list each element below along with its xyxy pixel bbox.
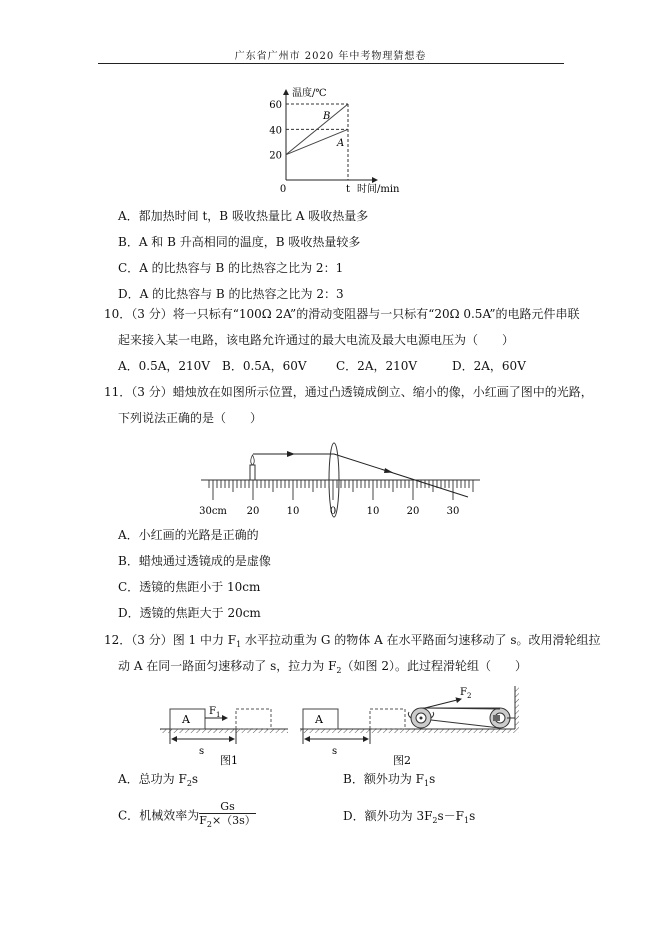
- fig1-caption: 图1: [220, 754, 238, 766]
- fig2-block-label: A: [315, 713, 323, 726]
- option-text: 透镜的焦距大于 20cm: [139, 606, 261, 620]
- ruler-label: 10: [366, 506, 380, 517]
- fig2-distance-label: s: [332, 746, 338, 757]
- option-letter: B．: [118, 235, 139, 249]
- pulley-figures: [155, 678, 535, 766]
- q11-stem-line2: 下列说法正确的是（ ）: [118, 411, 263, 425]
- y-tick-label: 20: [269, 150, 282, 162]
- q12-option-b[interactable]: B．额外功为 $F_1s$: [343, 772, 436, 788]
- ruler-label: 20: [246, 506, 260, 517]
- q12-option-c[interactable]: C．机械效率为 $\frac{Gs}{F_2\times(3s)}$: [118, 800, 256, 829]
- lens-ruler-diagram: [195, 435, 480, 523]
- option-letter: D．: [118, 606, 140, 620]
- option-letter: D．: [118, 287, 140, 301]
- figure-1: [160, 706, 288, 766]
- q9-option-c[interactable]: [118, 260, 343, 276]
- y-tick-label: 60: [269, 100, 282, 111]
- ruler-label: 20: [406, 506, 420, 517]
- fig1-distance-label: s: [199, 746, 205, 757]
- fig2-final-position: [370, 709, 405, 729]
- y-tick-label: 40: [269, 125, 282, 137]
- q12-option-d[interactable]: D．额外功为 $3F_2s-F_1s$: [343, 809, 476, 825]
- q12-stem-line2: 动 A 在同一路面匀速移动了 s，拉力为 $F_2$（如图 2）。此过程滑轮组（ ）: [118, 659, 527, 675]
- x-axis-label: 时间/min: [357, 184, 400, 195]
- figure-2: [300, 686, 519, 766]
- q10-option-a[interactable]: A．0.5A，210V: [118, 359, 210, 373]
- q10-stem-line1: 10．（3 分）将一只标有“100Ω 2A”的滑动变阻器与一只标有“20Ω 0.5A”的电路元件串联: [104, 307, 580, 321]
- fig1-force-label: $F_1$: [209, 706, 221, 719]
- fig2-force-arrow: [425, 699, 461, 708]
- option-text: 蜡烛通过透镜成的是虚像: [138, 554, 271, 568]
- light-ray: [253, 454, 468, 497]
- ruler-ticks: [209, 480, 473, 500]
- option-text: 透镜的焦距小于 10cm: [139, 580, 261, 594]
- fig1-ground: [160, 729, 288, 733]
- option-letter: A．: [118, 528, 139, 542]
- fig2-force-label: $F_2$: [460, 687, 472, 700]
- option-letter: C．: [118, 580, 140, 594]
- ruler-label: 30: [446, 506, 460, 517]
- q11-stem-line1: 11．（3 分）蜡烛放在如图所示位置，通过凸透镜成倒立、缩小的像，小红画了图中的光路，: [104, 385, 593, 399]
- option-letter: B．: [118, 554, 139, 568]
- option-text: 小红画的光路是正确的: [138, 528, 259, 542]
- y-axis-label: 温度/℃: [292, 88, 327, 99]
- ray-arrow-2: [384, 468, 393, 473]
- header-divider: [98, 63, 564, 64]
- candle-flame: [251, 455, 255, 465]
- q9-option-b[interactable]: [118, 234, 360, 250]
- q10-stem-line2: 起来接入某一电路，该电路允许通过的最大电流及最大电源电压为（ ）: [118, 333, 515, 347]
- fig1-block-label: A: [182, 713, 190, 726]
- q9-option-a[interactable]: [118, 208, 368, 224]
- ray-arrow-1: [287, 451, 295, 457]
- temperature-time-chart: [255, 82, 415, 197]
- ruler-label: 0: [329, 506, 337, 517]
- q10-option-d[interactable]: D．2A，60V: [452, 359, 526, 373]
- series-label-B: B: [323, 111, 331, 122]
- q10-option-b[interactable]: B．0.5A，60V: [222, 359, 307, 373]
- efficiency-fraction: $\frac{Gs}{F_2\times(3s)}$: [199, 800, 256, 829]
- rope-lower: [431, 720, 500, 728]
- q11-option-b[interactable]: [118, 553, 271, 569]
- fig2-caption: 图2: [393, 754, 411, 766]
- page-header-title: 广东省广州市 2020 年中考物理猜想卷: [234, 51, 427, 62]
- q9-option-d[interactable]: [118, 286, 344, 302]
- q12-stem-line1: 12．（3 分）图 1 中力 $F_1$ 水平拉动重为 G 的物体 A 在水平路面匀速移动了 s。改用滑轮组拉: [104, 633, 601, 649]
- ruler-label: 10: [286, 506, 300, 517]
- option-text: 都加热时间 t，B 吸收热量比 A 吸收热量多: [138, 209, 369, 223]
- x-tick-label: t: [345, 184, 351, 195]
- fig2-ground: [300, 729, 515, 733]
- q12-option-a[interactable]: A．总功为 $F_2s$: [118, 772, 199, 788]
- option-text: A 的比热容与 B 的比热容之比为 2：1: [139, 261, 344, 275]
- q10-option-c[interactable]: C．2A，210V: [336, 359, 418, 373]
- option-letter: A．: [118, 209, 139, 223]
- option-letter: C．: [118, 261, 140, 275]
- q11-option-a[interactable]: [118, 527, 259, 543]
- option-text: A 和 B 升高相同的温度，B 吸收热量较多: [138, 235, 361, 249]
- x-tick-label: 0: [279, 184, 287, 195]
- q11-option-c[interactable]: [118, 579, 260, 595]
- option-text: A 的比热容与 B 的比热容之比为 2：3: [139, 287, 344, 301]
- series-label-A: A: [337, 138, 345, 149]
- q11-option-d[interactable]: [118, 605, 261, 621]
- fig2-wall: [515, 686, 519, 733]
- ruler-label: 30cm: [199, 506, 227, 517]
- candle: [250, 465, 255, 480]
- fig1-final-position: [236, 709, 271, 729]
